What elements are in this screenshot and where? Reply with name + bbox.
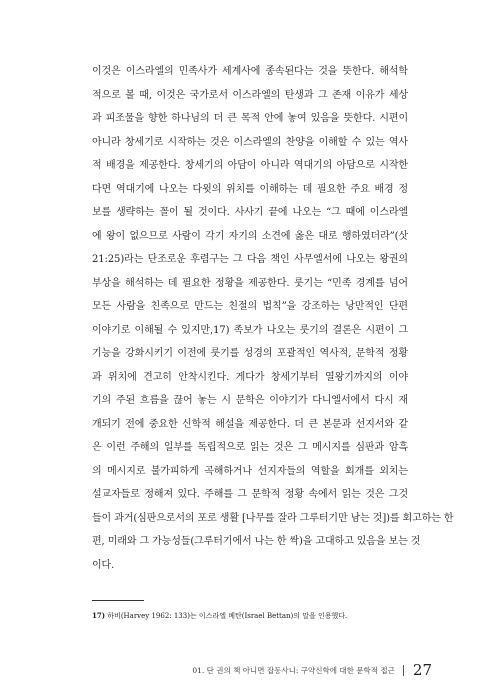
- footnote: [92, 610, 412, 622]
- body-line: 과 위치에 견고히 안착시킨다. 게다가 창세기부터 열왕기까지의 이야: [92, 371, 408, 383]
- body-line: 과 피조물을 향한 하나님의 더 큰 목적 안에 놓여 있음을 뜻한다. 시편이: [92, 113, 408, 124]
- body-line: 편, 미래와 그 가능성들(그루터기에서 나는 한 싹)을 고대하고 있음을 보는 것: [92, 536, 421, 547]
- body-line: 이것은 이스라엘의 민족사가 세계사에 종속된다는 것을 뜻한다. 해석학: [92, 66, 408, 77]
- body-line: 의 메시지로 불가피하게 곡해하거나 선지자들의 역할을 회개를 외치는: [92, 465, 408, 477]
- body-line: 적으로 볼 때, 이것은 국가로서 이스라엘의 탄생과 그 존재 이유가 세상: [92, 89, 408, 101]
- body-line: 기의 주된 흐름을 끊어 놓는 시 문학은 이야기가 다니엘서에서 다시 재: [92, 395, 408, 406]
- body-line-last: 이다.: [92, 559, 115, 571]
- footnote-text: 하비(Harvey 1962: 133)는 이스라엘 베탄(Israel Bettan)의 말을 인용했다.: [107, 612, 348, 620]
- running-footer: [192, 660, 432, 680]
- footnote-divider: [92, 600, 144, 601]
- body-line-with-footnote-ref: 이야기로 이해될 수 있지만,17) 족보가 나오는 룻기의 결론은 시편이 그: [92, 324, 408, 336]
- body-text: [92, 60, 454, 577]
- body-line: 들이 과거(심판으로서의 포로 생활 [나무를 잘라 그루터기만 남는 것])를 회고하는 한: [92, 512, 454, 524]
- footnote-number: 17): [92, 611, 106, 620]
- page-number: 27: [412, 661, 432, 679]
- body-line: 설교자들로 정해져 있다. 주해를 그 문학적 정황 속에서 읽는 것은 그것: [92, 489, 408, 500]
- body-line: 적 배경을 제공한다. 창세기의 아담이 아니라 역대기의 아담으로 시작한: [92, 160, 408, 171]
- body-line: 보를 생략하는 꼴이 될 것이다. 사사기 끝에 나오는 “그 때에 이스라엘: [92, 207, 408, 218]
- body-line: 21:25)라는 단조로운 후렴구는 그 다음 책인 사무엘서에 나오는 왕권의: [92, 254, 408, 265]
- body-line: 에 왕이 없으므로 사람이 각기 자기의 소견에 옳은 대로 행하였더라”(삿: [92, 230, 408, 242]
- body-line: 모든 사람을 친족으로 만드는 친절의 법칙”을 강조하는 낭만적인 단편: [92, 301, 408, 312]
- footer-divider: [403, 665, 404, 676]
- body-line: 기능을 강화시키기 이전에 룻기를 성경의 포괄적인 역사적, 문학적 정황: [92, 348, 408, 359]
- body-line: 아니라 창세기로 시작하는 것은 이스라엘의 찬양을 이해할 수 있는 역사: [92, 136, 408, 148]
- body-line: 은 이런 주해의 일부를 독립적으로 읽는 것은 그 메시지를 심판과 암흑: [92, 442, 408, 453]
- running-head: 01. 단 권의 책 아니면 잡동사니: 구약신학에 대한 문학적 접근: [192, 665, 395, 675]
- body-line: 부상을 해석하는 데 필요한 정황을 제공한다. 룻기는 “민족 경계를 넘어: [92, 277, 408, 289]
- body-line: 다면 역대기에 나오는 다윗의 위치를 이해하는 데 필요한 주요 배경 정: [92, 183, 408, 195]
- body-line: 개되기 전에 중요한 신학적 해설을 제공한다. 더 큰 본문과 선지서와 같: [92, 418, 408, 430]
